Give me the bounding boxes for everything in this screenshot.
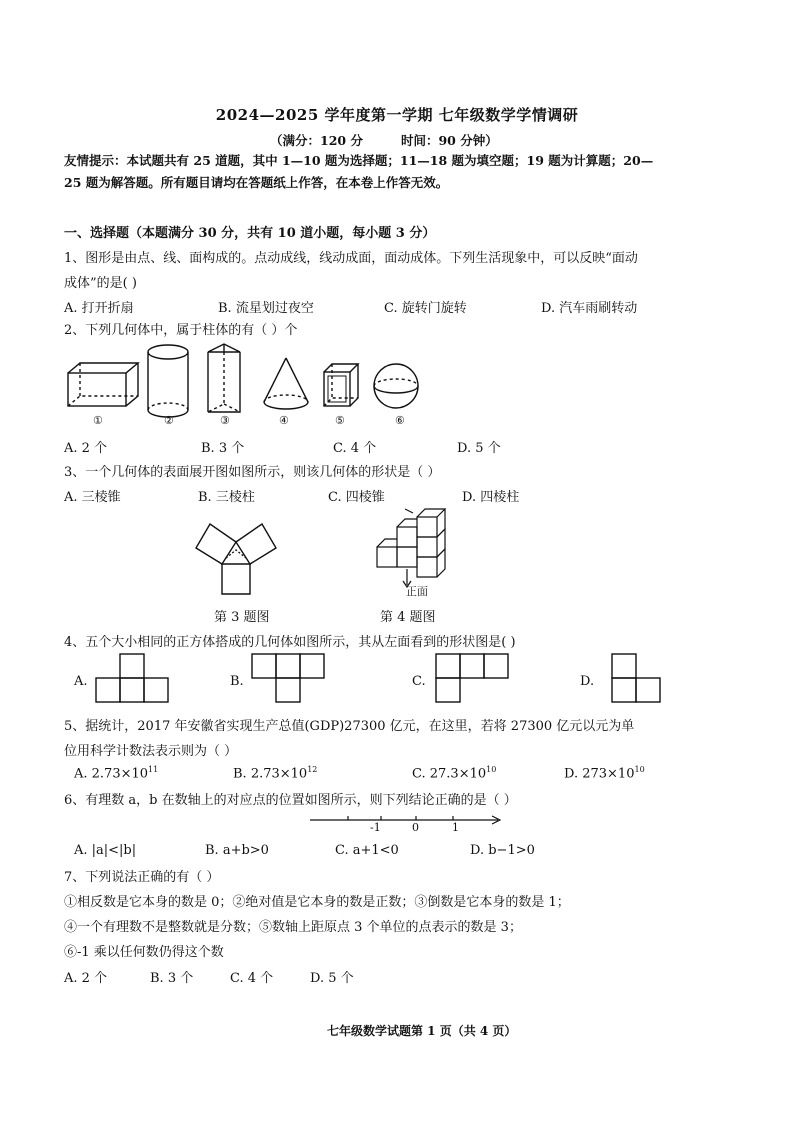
cuboid-shape (68, 363, 138, 406)
q6-tick-neg1: -1 (370, 821, 381, 834)
q7-line-3: ⑥-1 乘以任何数仍得这个数 (64, 945, 224, 960)
q4-option-c-view (434, 652, 510, 704)
q1-line-2: 成体”的是( ) (64, 276, 137, 291)
tip-line-2: 25 题为解答题。所有题目请均在答题纸上作答，在本卷上作答无效。 (64, 175, 449, 190)
q2-stem: 2、下列几何体中，属于柱体的有（ ）个 (64, 323, 298, 338)
q1-line-1: 1、图形是由点、线、面构成的。点动成线，线动成面，面动成体。下列生活现象中，可以反映“面动 (64, 251, 638, 266)
q5-option-a-exp: 11 (148, 765, 159, 774)
q4-option-b-view (250, 652, 326, 704)
tip-line-1: 本试题共有 25 道题，其中 1—10 题为选择题；11—18 题为填空题；19 题为计算题；20— (126, 153, 654, 168)
q3-option-a: A. 三棱锥 (64, 490, 121, 505)
q5-option-c (412, 765, 496, 781)
q7-line-2: ④一个有理数不是整数就是分数；⑤数轴上距原点 3 个单位的点表示的数是 3； (64, 920, 522, 935)
section-title: 一、选择题（本题满分 30 分，共有 10 道小题，每小题 3 分） (64, 226, 436, 241)
q7-line-1: ①相反数是它本身的数是 0；②绝对值是它本身的数是正数；③倒数是它本身的数是 1； (64, 895, 570, 910)
q5-option-a-base: A. 2.73×10 (74, 766, 149, 782)
q5-option-b (233, 765, 317, 781)
q7-stem: 7、下列说法正确的有（ ） (64, 870, 220, 885)
page-title: 2024—2025 学年度第一学期 七年级数学学情调研 (215, 106, 579, 124)
q2-option-a: A. 2 个 (64, 441, 108, 456)
friendly-tip (64, 150, 740, 194)
q5-line-1: 5、据统计，2017 年安徽省实现生产总值(GDP)27300 亿元，在这里，若将 27300 亿元以元为单 (64, 719, 635, 734)
q5-option-b-exp: 12 (307, 765, 318, 774)
q5-option-d-exp: 10 (634, 765, 645, 774)
exam-time: 时间：90 分钟） (400, 133, 498, 148)
q6-option-a: A. |a|<|b| (74, 843, 137, 858)
q4-option-a-letter: A. (74, 674, 88, 689)
q1-option-b: B. 流星划过夜空 (218, 301, 314, 316)
q3-net-figure (190, 512, 300, 598)
q2-solids-figure (60, 338, 420, 434)
q5-option-c-exp: 10 (486, 765, 497, 774)
q5-option-b-base: B. 2.73×10 (233, 766, 308, 782)
q1-option-c: C. 旋转门旋转 (384, 301, 467, 316)
q6-option-b: B. a+b>0 (205, 843, 269, 858)
cube-shape (324, 364, 358, 406)
q7-option-c: C. 4 个 (230, 971, 274, 986)
q7-option-a: A. 2 个 (64, 971, 108, 986)
q7-option-d: D. 5 个 (310, 971, 354, 986)
q2-option-b: B. 3 个 (201, 441, 245, 456)
q3-caption: 第 3 题图 (214, 610, 270, 625)
exam-meta (270, 131, 536, 149)
q2-label-4: ④ (279, 414, 289, 427)
q1-option-d: D. 汽车雨刷转动 (541, 301, 638, 316)
full-score: （满分：120 分 (270, 133, 363, 148)
q3-option-c: C. 四棱锥 (328, 490, 385, 505)
q2-label-1: ① (93, 414, 103, 427)
page-footer: 七年级数学试题第 1 页（共 4 页） (327, 1024, 517, 1038)
q4-stem: 4、五个大小相同的正方体搭成的几何体如图所示，其从左面看到的形状图是( ) (64, 635, 516, 650)
q4-option-d-letter: D. (580, 674, 595, 689)
q5-line-2: 位用科学计数法表示则为（ ） (64, 744, 238, 759)
q6-tick-1: 1 (452, 821, 459, 834)
q2-option-c: C. 4 个 (333, 441, 377, 456)
sphere-shape (374, 364, 418, 408)
q2-option-d: D. 5 个 (457, 441, 501, 456)
q4-option-b-letter: B. (230, 674, 244, 689)
q3-stem: 3、一个几何体的表面展开图如图所示，则该几何体的形状是（ ） (64, 465, 441, 480)
q4-option-a-view (94, 652, 170, 704)
q5-option-c-base: C. 27.3×10 (412, 766, 487, 782)
q4-caption: 第 4 题图 (380, 610, 436, 625)
q6-tick-0: 0 (412, 821, 419, 834)
cone-shape (264, 358, 308, 409)
q6-stem: 6、有理数 a，b 在数轴上的对应点的位置如图所示，则下列结论正确的是（ ） (64, 793, 517, 808)
q7-option-b: B. 3 个 (150, 971, 194, 986)
q6-number-line (306, 810, 506, 840)
q3-option-d: D. 四棱柱 (462, 490, 520, 505)
q6-option-d: D. b−1>0 (470, 843, 535, 858)
q3-option-b: B. 三棱柱 (198, 490, 255, 505)
tip-label: 友情提示： (64, 153, 127, 168)
q1-option-a: A. 打开折扇 (64, 301, 134, 316)
q5-option-d (564, 765, 645, 781)
q4-front-label: 正面 (406, 585, 428, 598)
q2-label-5: ⑤ (335, 414, 345, 427)
q2-label-3: ③ (220, 414, 230, 427)
q6-option-c: C. a+1<0 (335, 843, 399, 858)
cylinder-shape (148, 345, 188, 417)
q5-option-a (74, 765, 158, 781)
triangular-prism-shape (208, 344, 240, 412)
q2-label-6: ⑥ (395, 414, 405, 427)
q4-option-d-view (610, 652, 662, 704)
q2-label-2: ② (164, 414, 174, 427)
q4-option-c-letter: C. (412, 674, 426, 689)
q5-option-d-base: D. 273×10 (564, 766, 635, 782)
